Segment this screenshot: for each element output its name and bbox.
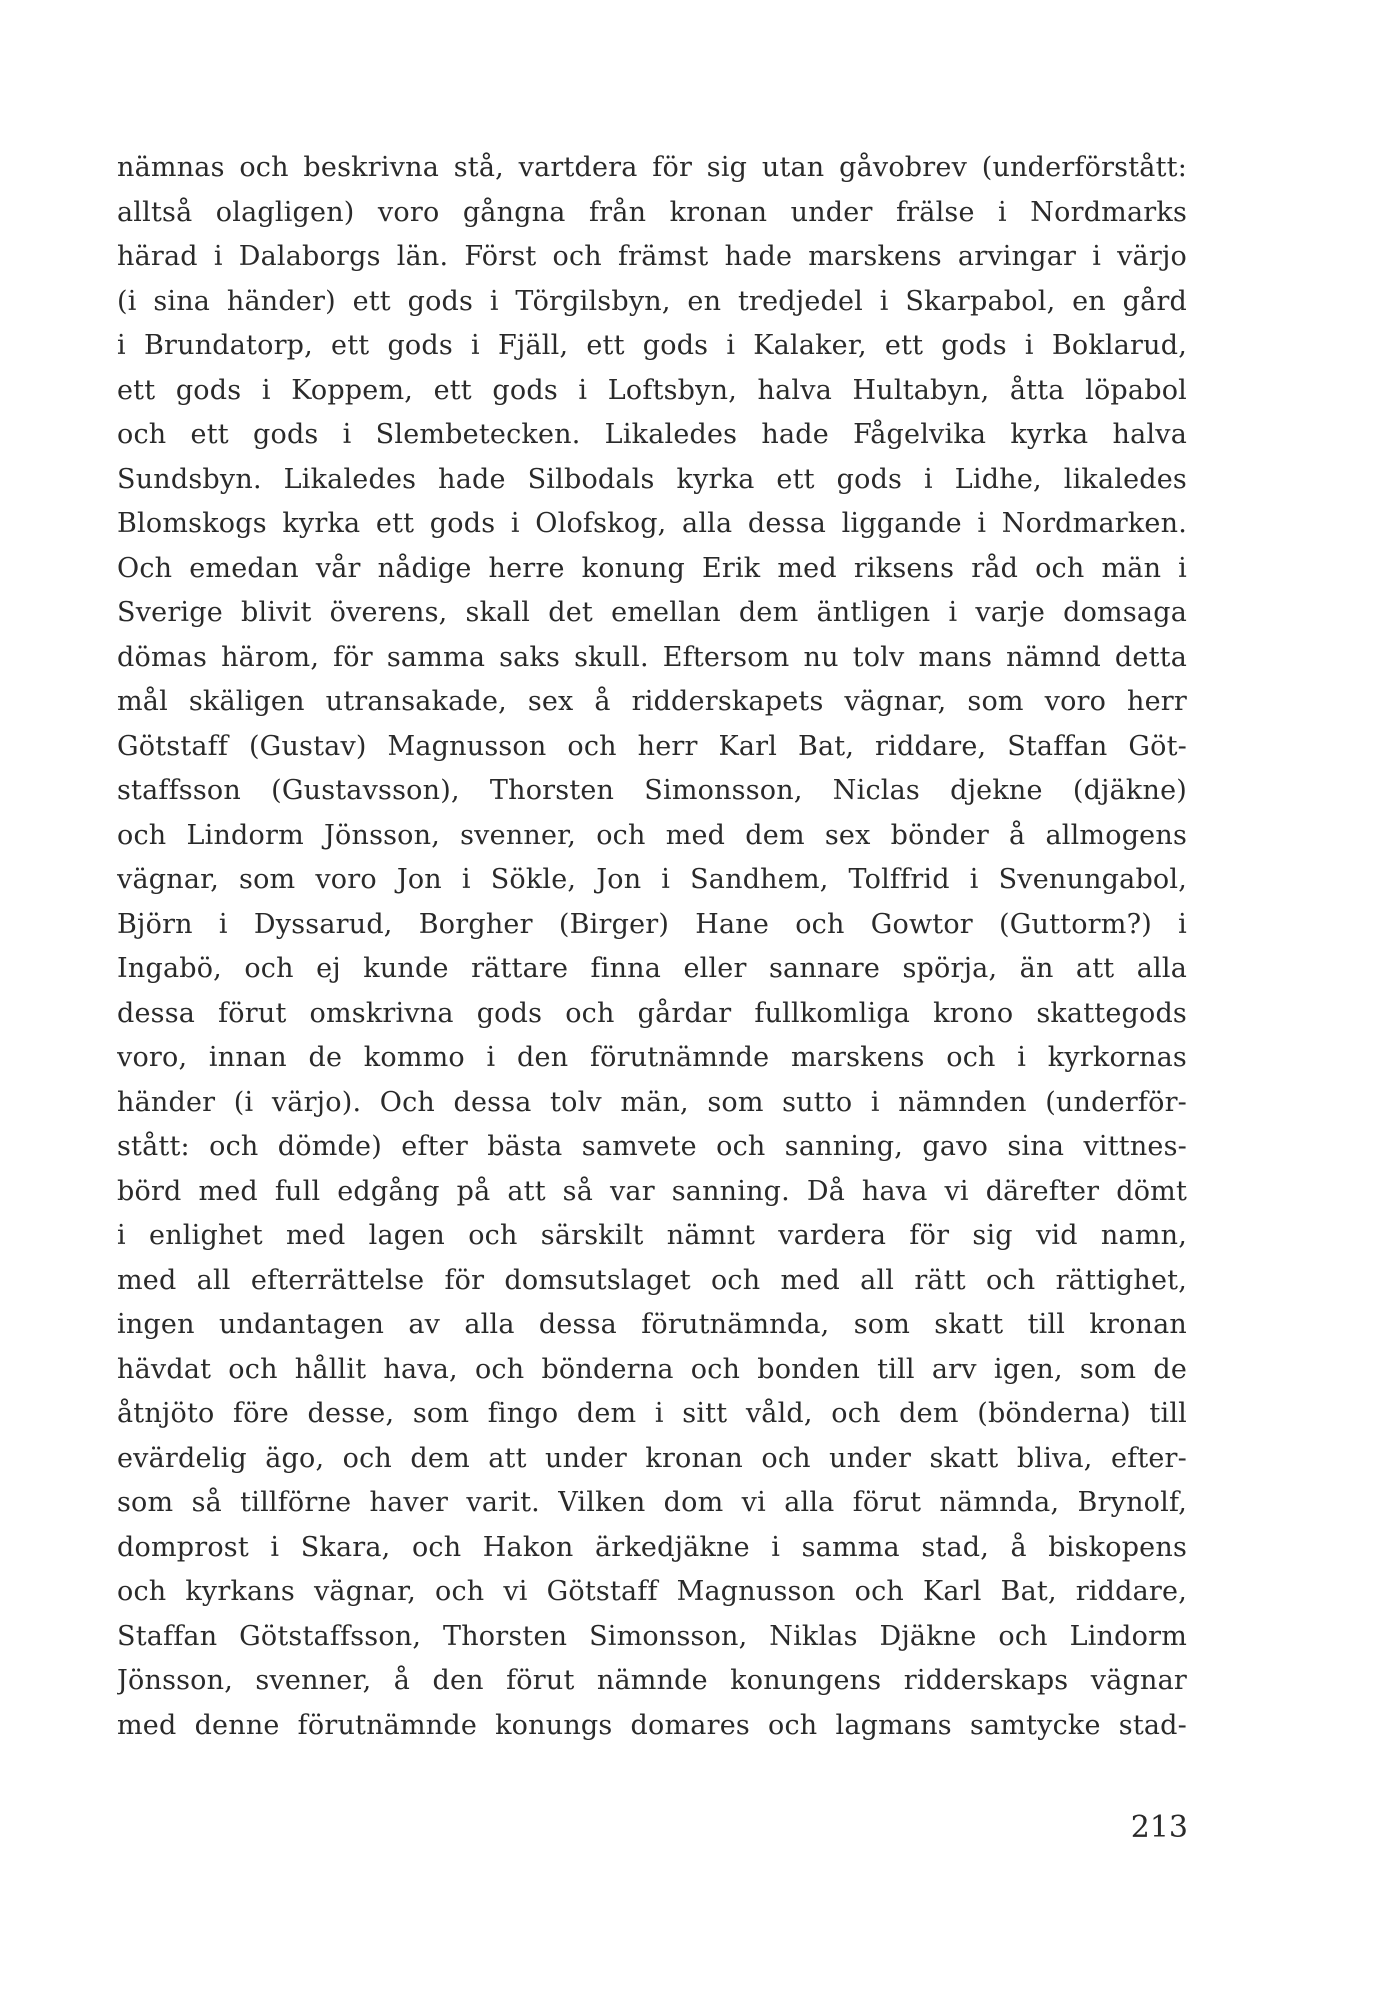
text-line: (i sina händer) ett gods i Törgilsbyn, en tredjedel i Skarpabol, en gård — [117, 285, 1187, 317]
text-line: i enlighet med lagen och särskilt nämnt vardera för sig vid namn, — [117, 1220, 1187, 1251]
text-line: börd med full edgång på att så var sanning. Då hava vi därefter dömt — [117, 1175, 1187, 1207]
page-number: 213 — [1130, 1810, 1188, 1845]
text-line: Staffan Götstaffsson, Thorsten Simonsson, Niklas Djäkne och Lindorm — [117, 1620, 1187, 1652]
text-line: som så tillförne haver varit. Vilken dom vi alla förut nämnda, Brynolf, — [117, 1487, 1187, 1518]
text-line: Och emedan vår nådige herre konung Erik med riksens råd och män i — [117, 552, 1187, 584]
text-line: Jönsson, svenner, å den förut nämnde konungens ridderskaps vägnar — [117, 1665, 1187, 1696]
text-line: Björn i Dyssarud, Borgher (Birger) Hane och Gowtor (Guttorm?) i — [117, 908, 1187, 940]
text-line: nämnas och beskrivna stå, vartdera för sig utan gåvobrev (underförstått: — [117, 152, 1187, 183]
text-line: i Brundatorp, ett gods i Fjäll, ett gods i Kalaker, ett gods i Boklarud, — [117, 330, 1187, 361]
text-line: och ett gods i Slembetecken. Likaledes hade Fågelvika kyrka halva — [117, 419, 1187, 450]
text-line: hävdat och hållit hava, och bönderna och bonden till arv igen, som de — [117, 1353, 1187, 1385]
text-line: alltså olagligen) voro gångna från kronan under frälse i Nordmarks — [117, 196, 1187, 228]
text-line: Sundsbyn. Likaledes hade Silbodals kyrka ett gods i Lidhe, likaledes — [117, 463, 1187, 495]
text-line: och Lindorm Jönsson, svenner, och med dem sex bönder å allmogens — [117, 819, 1187, 851]
text-line: händer (i värjo). Och dessa tolv män, som sutto i nämnden (underför- — [117, 1086, 1187, 1118]
text-line: vägnar, som voro Jon i Sökle, Jon i Sandhem, Tolffrid i Svenungabol, — [117, 864, 1187, 895]
body-text — [117, 146, 1187, 1748]
text-line: med all efterrättelse för domsutslaget och med all rätt och rättighet, — [117, 1264, 1187, 1296]
text-line: Sverige blivit överens, skall det emellan dem äntligen i varje domsaga — [117, 597, 1187, 628]
text-line: ett gods i Koppem, ett gods i Loftsbyn, halva Hultabyn, åtta löpabol — [117, 374, 1187, 406]
text-line: härad i Dalaborgs län. Först och främst hade marskens arvingar i värjo — [117, 241, 1187, 272]
text-line: domprost i Skara, och Hakon ärkedjäkne i samma stad, å biskopens — [117, 1531, 1187, 1563]
text-line: staffsson (Gustavsson), Thorsten Simonsson, Niclas djekne (djäkne) — [117, 775, 1187, 806]
text-line: dömas härom, för samma saks skull. Eftersom nu tolv mans nämnd detta — [117, 641, 1187, 673]
text-line: Götstaff (Gustav) Magnusson och herr Karl Bat, riddare, Staffan Göt- — [117, 730, 1187, 762]
text-line: med denne förutnämnde konungs domares och lagmans samtycke stad- — [117, 1709, 1187, 1741]
text-line: stått: och dömde) efter bästa samvete och sanning, gavo sina vittnes- — [117, 1131, 1187, 1162]
text-line: åtnjöto före desse, som fingo dem i sitt våld, och dem (bönderna) till — [117, 1398, 1187, 1429]
text-line: ingen undantagen av alla dessa förutnämnda, som skatt till kronan — [117, 1309, 1187, 1340]
text-line: Ingabö, och ej kunde rättare finna eller sannare spörja, än att alla — [117, 953, 1187, 984]
text-line: evärdelig ägo, och dem att under kronan och under skatt bliva, efter- — [117, 1442, 1187, 1474]
text-line: Blomskogs kyrka ett gods i Olofskog, alla dessa liggande i Nordmarken. — [117, 508, 1187, 539]
text-line: och kyrkans vägnar, och vi Götstaff Magnusson och Karl Bat, riddare, — [117, 1576, 1187, 1607]
text-line: mål skäligen utransakade, sex å ridderskapets vägnar, som voro herr — [117, 686, 1187, 717]
text-line: voro, innan de kommo i den förutnämnde marskens och i kyrkornas — [117, 1042, 1187, 1073]
text-line: dessa förut omskrivna gods och gårdar fullkomliga krono skattegods — [117, 997, 1187, 1029]
